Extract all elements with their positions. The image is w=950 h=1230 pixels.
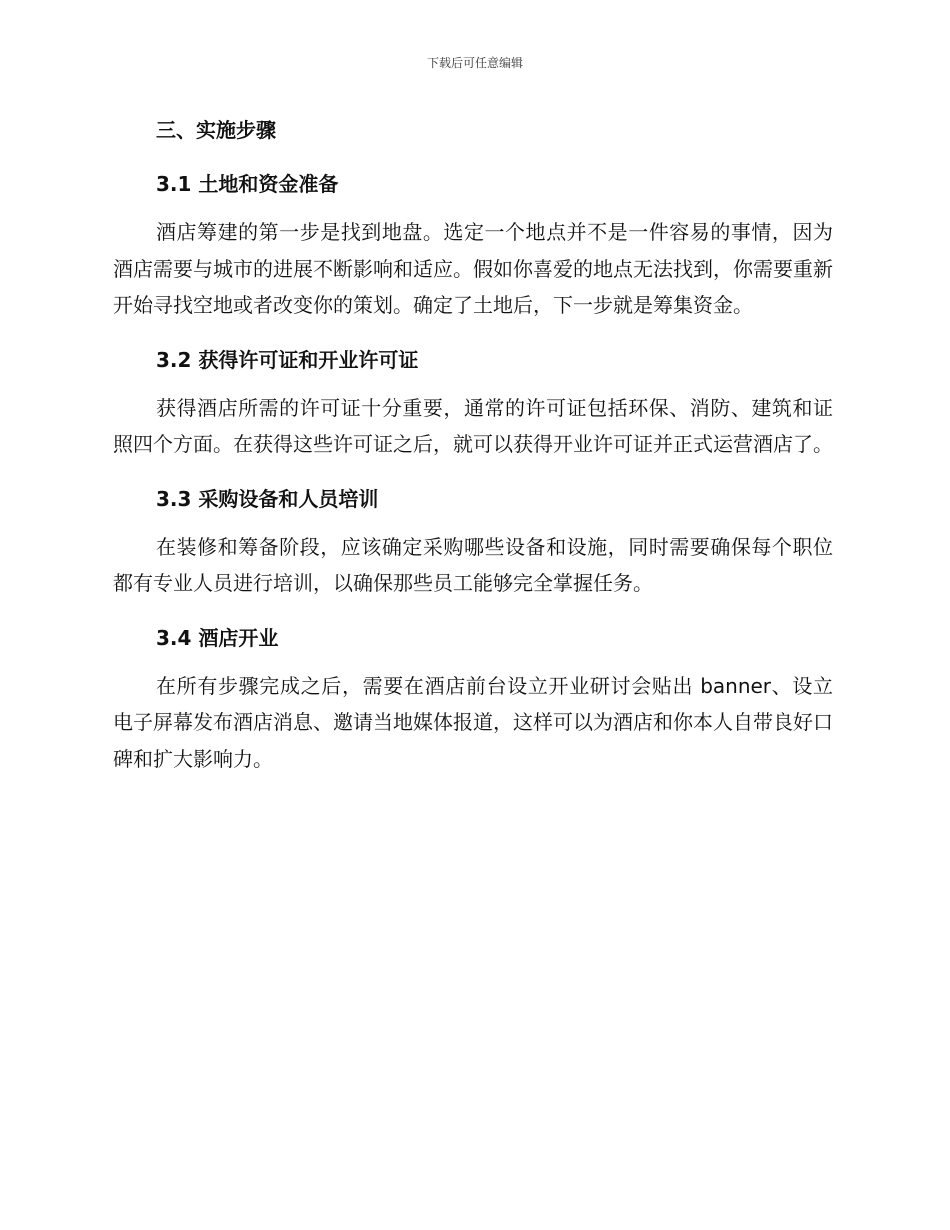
- subsection-body-3-2: 获得酒店所需的许可证十分重要，通常的许可证包括环保、消防、建筑和证照四个方面。在获得这些许可证之后，就可以获得开业许可证并正式运营酒店了。: [113, 395, 833, 456]
- subsection-body-3-1: 酒店筹建的第一步是找到地盘。选定一个地点并不是一件容易的事情，因为酒店需要与城市的进展不断影响和适应。假如你喜爱的地点无法找到，你需要重新开始寻找空地或者改变你的策划。确定了土地后，下一步就是筹集资金。: [113, 220, 833, 317]
- subsection-body-3-3: 在装修和筹备阶段，应该确定采购哪些设备和设施，同时需要确保每个职位都有专业人员进行培训，以确保那些员工能够完全掌握任务。: [113, 534, 833, 595]
- subsection-title-3-2: 3.2 获得许可证和开业许可证: [156, 347, 419, 372]
- subsection-body-3-4: 在所有步骤完成之后，需要在酒店前台设立开业研讨会贴出 banner、设立电子屏幕发布酒店消息、邀请当地媒体报道，这样可以为酒店和你本人自带良好口碑和扩大影响力。: [113, 673, 833, 771]
- subsection-title-3-3: 3.3 采购设备和人员培训: [156, 486, 379, 511]
- subsection-title-3-1: 3.1 土地和资金准备: [156, 172, 339, 196]
- document-body: [113, 112, 833, 795]
- header-note: 下载后可任意编辑: [426, 56, 523, 70]
- section-title: 三、实施步骤: [156, 118, 276, 142]
- subsection-title-3-4: 3.4 酒店开业: [156, 625, 279, 650]
